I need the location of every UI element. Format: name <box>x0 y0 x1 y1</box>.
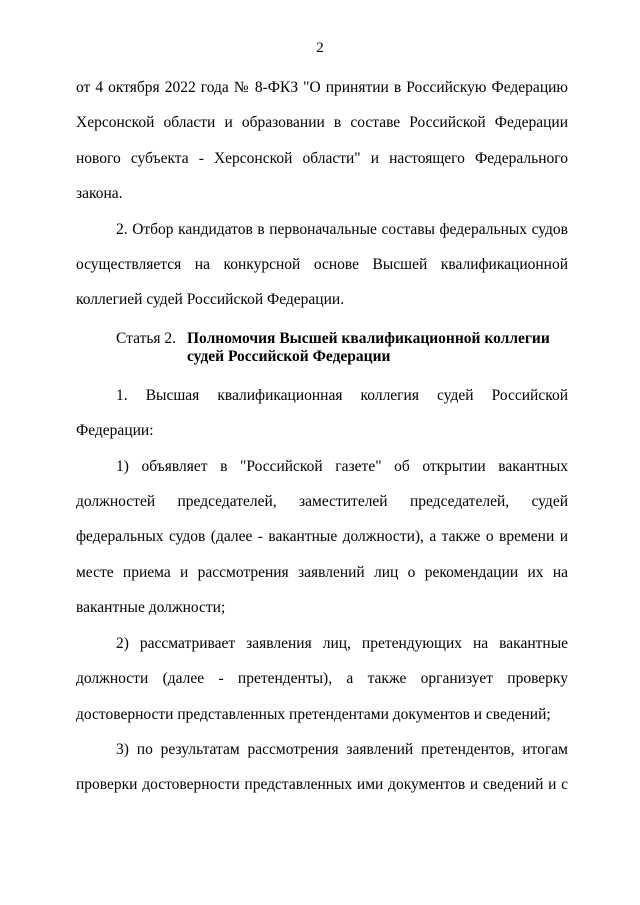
article-title: Полномочия Высшей квалификационной коллегии судей Российской Федерации <box>187 329 550 365</box>
article-label: Статья 2. <box>116 329 177 347</box>
paragraph: 2. Отбор кандидатов в первоначальные составы федеральных судов осуществляется на конкурсной основе Высшей квалификационной коллегией судей Российской Федерации. <box>76 220 568 309</box>
document-body <box>76 70 568 803</box>
article-heading <box>76 330 568 366</box>
paragraph: от 4 октября 2022 года № 8-ФКЗ "О принятии в Российскую Федерацию Херсонской области и образовании в составе Российской Федерации нового субъекта - Херсонской области" и настоящего Федерального закона. <box>76 79 568 203</box>
paragraph: 1. Высшая квалификационная коллегия судей Российской Федерации: <box>76 386 568 440</box>
paragraph: 1) объявляет в "Российской газете" об открытии вакантных должностей председателей, заместителей председателей, судей федеральных судов (далее - вакантные должности), а также о времени и месте приема и рассмотрения заявлений лиц о рекомендации их на вакантные должности; <box>76 457 568 617</box>
paragraph: 3) по результатам рассмотрения заявлений претендентов, итогам проверки достоверности представленных ими документов и сведений и с <box>76 740 568 794</box>
paragraph: 2) рассматривает заявления лиц, претендующих на вакантные должности (далее - претенденты), а также организует проверку достоверности представленных претендентами документов и сведений; <box>76 634 568 723</box>
page-number: 2 <box>316 40 324 56</box>
